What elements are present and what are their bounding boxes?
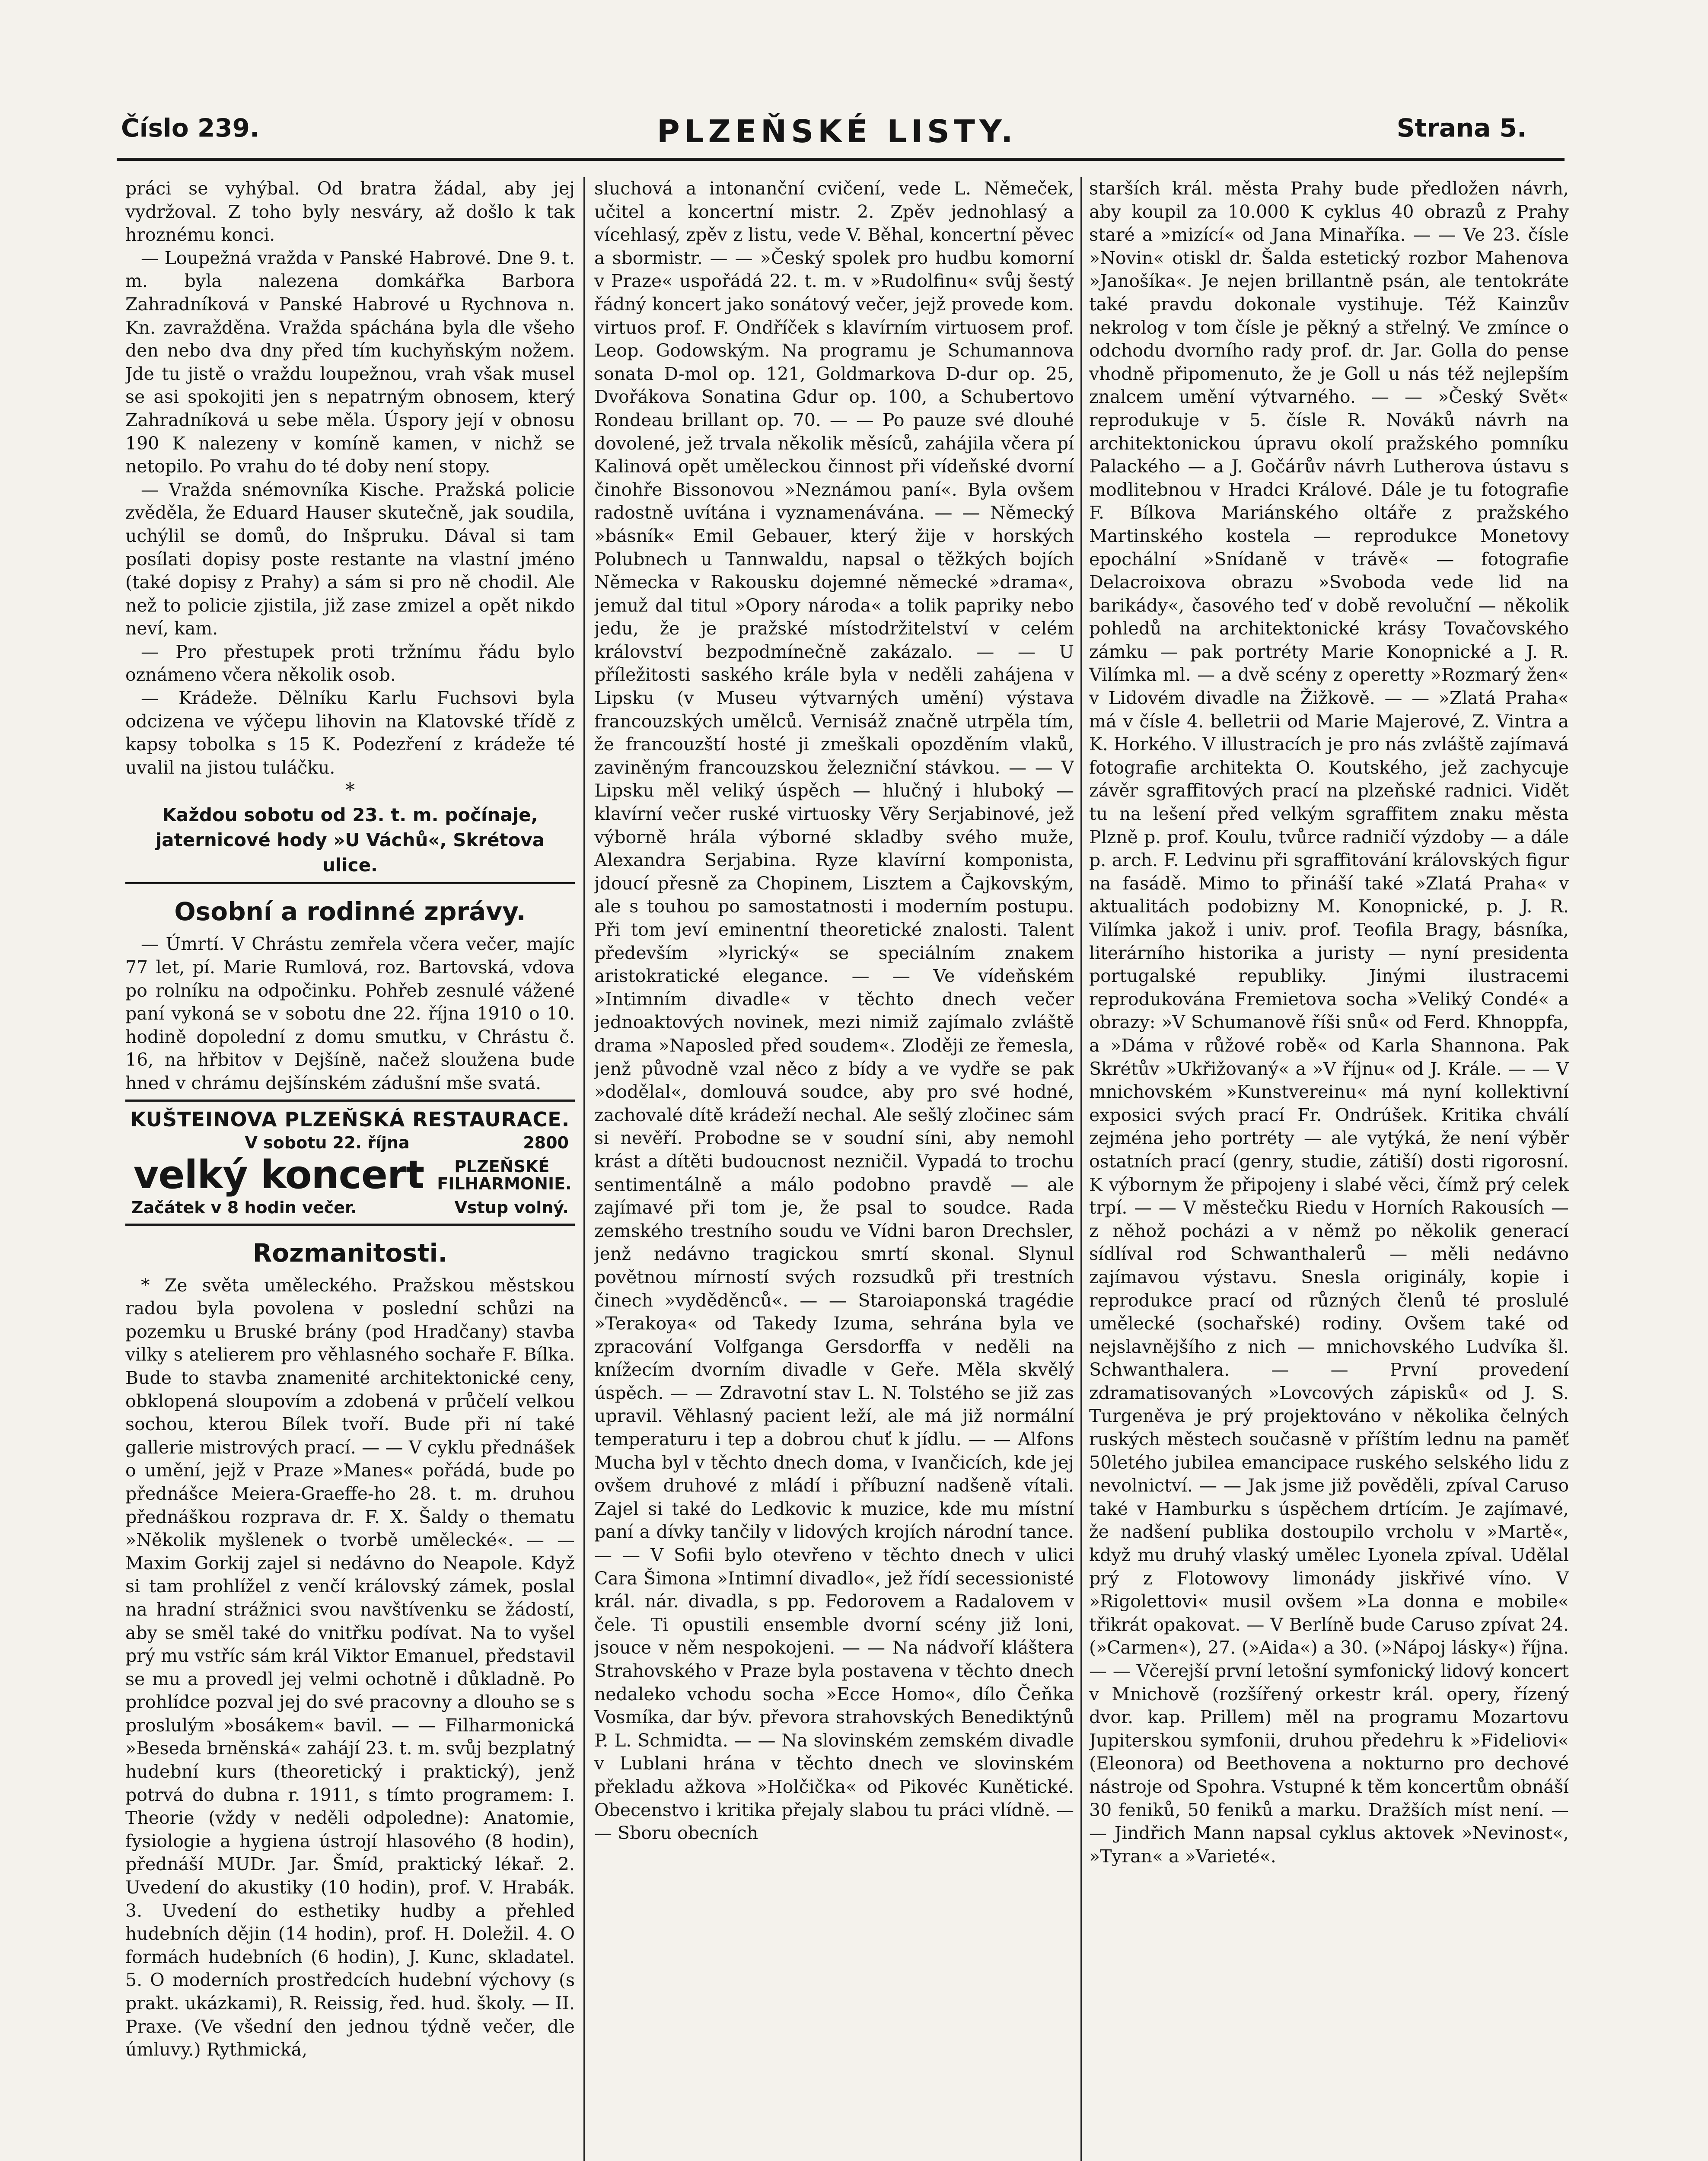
article-paragraph: — Vražda snémovníka Kische. Pražská policie zvěděla, že Eduard Hauser skutečně, jak soudila, uchýlil se domů, do Inšpruku. Dával si tam posílati dopisy poste restante na vlastní jméno (také dopisy z Prahy) a sám si pro ně chodil. Ale než to policie zjistila, již zase zmizel a opět nikdo neví, kam. [125,479,575,639]
column-1 [125,177,575,2161]
ad-title: KUŠTEINOVA PLZEŇSKÁ RESTAURACE. [130,1107,570,1131]
article-paragraph: starších král. města Prahy bude předložen návrh, aby koupil za 10.000 K cyklus 40 obrazů z Prahy staré a »mizící« od Jana Minaříka. — — Ve 23. čísle »Novin« otiskl dr. Šalda estetický rozbor Mahenova »Janošíka«. Je nejen brillantně psán, ale tentokráte také pravdu dokonale vystihuje. Též Kainzův nekrolog v tom čísle je pěkný a střelný. Ve zmínce o odchodu dvorního rady prof. dr. Jar. Golla do pense vhodně připomenuto, že je Goll u nás též nejlepším znalcem umění výtvarného. — — »Český Svět« reprodukuje v 5. čísle R. Nováků návrh na architektonickou úpravu okolí pražského pomníku Palackého — a J. Gočárův návrh Lutherova ústavu s modlitebnou v Hradci Králové. Dále je tu fotografie F. Bílkova Mariánského oltáře z pražského Martinského kostela — reprodukce Monetovy epochální »Snídaně v trávě« — fotografie Delacroixova obrazu »Svoboda vede lid na barikády«, časového teď v době revoluční — několik pohledů na architektonické krásy Tovačovského zámku — pak portréty Marie Konopnické a J. R. Vilímka ml. — a dvě scény z operetty »Rozmarý žen« v Lidovém divadle na Žižkově. — — »Zlatá Praha« má v čísle 4. belletrii od Marie Majerové, Z. Vintra a K. Horkého. V illustracích je pro nás zvláště zajímavá fotografie architekta O. Koutského, jež zachycuje závěr sgraffitových prací na plzeňské radnici. Vidět tu na lešení před velkým sgraffitem znaku města Plzně p. prof. Koulu, tvůrce radničí výzdoby — a dále p. arch. F. Ledvinu při sgraffitování královských figur na fasádě. Mimo to přináší také »Zlatá Praha« v aktualitách podobizny M. Konopnické, p. J. R. Vilímka jakož i univ. prof. Teofila Bragy, básníka, literárního historika a juristy — nyní presidenta portugalské republiky. Jinými ilustracemi reprodukována Fremietova socha »Veliký Condé« a obrazy: »V Schumanově říši snů« od Ferd. Khnoppfa, a »Dáma v růžové robě« od Karla Shannona. Pak Skrétův »Ukřižovaný« a »V říjnu« od J. Krále. — — V mnichovském »Kunstvereinu« má nyní kollektivní exposici svých prací Fr. Ondrúšek. Kritika chválí zejména jeho portréty — ale vytýká, že není výběr ostatních prací (genry, studie, zátiší) dosti rigorosní. K výbornym že připojeny i slabé věci, čímž prý celek trpí. — — V městečku Riedu v Horních Rakousích — z něhož pocházi a v němž po několik generací sídlíval rod Schwanthalerů — měli nedávno zajímavou výstavu. Snesla originály, kopie i reprodukce prací od různých členů té proslulé umělecké (sochařské) rodiny. Ovšem také od nejslavnějšího z nich — mnichovského Ludvíka šl. Schwanthalera. — — První provedení zdramatisovaných »Lovcových zápisků« od J. S. Turgeněva je prý projektováno v několika čelných ruských městech současně v příštím lednu na paměť 50letého jubilea emancipace ruského selského lidu z nevolnictví. — — Jak jsme již pověděli, zpíval Caruso také v Hamburku s úspěchem drtícím. Je zajímavé, že nadšení publika dostoupilo vrcholu v »Martě«, když mu druhý vlaský umělec Lyonela zpíval. Udělal prý z Flotowovy limonády jiskřivé víno. V »Rigolettovi« musil ovšem »La donna e mobile« třikrát opakovat. — V Berlíně bude Caruso zpívat 24. (»Carmen«), 27. (»Aida«) a 30. (»Nápoj lásky«) října. — — Včerejší první letošní symfonický lidový koncert v Mnichově (rozšířený orkestr král. opery, řízený dvor. kap. Prillem) měl na programu Mozartovu Jupiterskou symfonii, druhou předehru k »Fideliovi« (Eleonora) od Beethovena a nokturno pro dechové nástroje od Spohra. Vstupné k těm koncertům obnáší 30 feniků, 50 feniků a marku. Dražších míst není. — — Jindřich Mann napsal cyklus aktovek »Nevinost«, »Tyran« a »Varieté«. [1089,178,1569,1867]
column-divider [1080,177,1082,2161]
header-rule [117,158,1565,161]
divider [125,1100,575,1102]
notice: Každou sobotu od 23. t. m. počínaje, jaternicové hody »U Váchů«, Skrétova ulice. [155,804,545,876]
ad-headline: velký koncert [133,1152,424,1198]
section-heading: Rozmanitosti. [252,1238,448,1268]
article-paragraph: — Loupežná vražda v Panské Habrové. Dne 9. t. m. byla nalezena domkářka Barbora Zahradníková v Panské Habrové u Rychnova n. Kn. zavražděna. Vražda spáchána byla dle všeho den nebo dva dny před tím kuchyňským nožem. Jde tu jistě o vraždu loupežnou, vrah však musel se asi spokojiti jen s nepatrným obnosem, který Zahradníková u sebe měla. Úspory její v obnosu 190 K nalezeny v komíně kamen, v nichž se netopilo. Po vrahu do té doby není stopy. [125,247,575,477]
divider [125,1224,575,1226]
column-divider [583,177,585,2161]
column-3 [1089,177,1569,2161]
divider [125,882,575,884]
article-paragraph: * Ze světa uměleckého. Pražskou městskou radou byla povolena v poslední schůzi na pozemku u Bruské brány (pod Hradčany) stavba vilky s atelierem pro věhlasného sochaře F. Bílka. Bude to stavba znamenité architektonické ceny, obklopená sloupovím a zdobená v průčelí velkou sochou, kterou Bílek tvoří. Bude při ní také gallerie mistrových prací. — — V cyklu přednášek o umění, jejž v Praze »Manes« pořádá, bude po přednášce Meiera-Graeffe-ho 28. t. m. druhou přednáškou rozprava dr. F. X. Šaldy o thematu »Několik myšlenek o tvorbě umělecké«. — — Maxim Gorkij zajel si nedávno do Neapole. Když si tam prohlížel z venčí královský zámek, poslal na hradní strážnici svou navštívenku se žádostí, aby se směl také do vnitřku podívat. Na to vyšel prý mu vstříc sám král Viktor Emanuel, představil se mu a provedl jej velmi ochotně i důkladně. Po prohlídce pozval jej do své pracovny a dlouho se s proslulým »bosákem« bavil. — — Filharmonická »Beseda brněnská« zahájí 23. t. m. svůj bezplatný hudební kurs (theoretický i praktický), jenž potrvá do dubna r. 1911, s tímto programem: I. Theorie (vždy v neděli odpoledne): Anatomie, fysiologie a hygiena ústrojí hlasového (8 hodin), přednáší MUDr. Jar. Šmíd, praktický lékař. 2. Uvedení do akustiky (10 hodin), prof. V. Hrabák. 3. Uvedení do esthetiky hudby a přehled hudebních dějin (14 hodin), prof. H. Doležil. 4. O formách hudebních (6 hodin), J. Kunc, skladatel. 5. O moderních prostředcích hudební výchovy (s prakt. ukázkami), R. Reissig, řed. hud. školy. — II. Praxe. (Ve všední den jednou týdně večer, dle úmluvy.) Rythmická, [125,1275,575,2060]
article-paragraph: práci se vyhýbal. Od bratra žádal, aby jej vydržoval. Z toho byly nesváry, až došlo k tak hroznému konci. [125,178,575,245]
article-paragraph: — Úmrtí. V Chrástu zemřela včera večer, majíc 77 let, pí. Marie Rumlová, roz. Bartovská, vdova po rolníku na odpočinku. Pohřeb zesnulé vážené paní vykoná se v sobotu dne 22. října 1910 o 10. hodině dopolední z domu smutku, v Chrástu č. 16, na hřbitov v Dejšíně, načež sloužena bude hned v chrámu dejšínském zádušní mše svatá. [125,934,575,1093]
masthead-title: PLZEŇSKÉ LISTY. [657,113,1017,150]
page-number: Strana 5. [1396,113,1526,143]
ad-entry: Vstup volný. [454,1198,569,1217]
column-2 [594,177,1074,2161]
ad-start-time: Začátek v 8 hodin večer. [131,1198,357,1217]
section-heading: Osobní a rodinné zprávy. [174,897,526,927]
separator-star: * [345,779,355,802]
ad-orchestra: PLZEŇSKÉ FILHARMONIE. [437,1157,572,1193]
article-paragraph: sluchová a intonanční cvičení, vede L. Němeček, učitel a koncertní mistr. 2. Zpěv jednohlasý a vícehlasý, zpěv z listu, vede V. Běhal, koncertní pěvec a sbormistr. — — »Český spolek pro hudbu komorní v Praze« uspořádá 22. t. m. v »Rudolfinu« svůj šestý řádný koncert jako sonátový večer, jejž provede kom. virtuos prof. F. Ondříček s klavírním virtuosem prof. Leop. Godowským. Na programu je Schumannova sonata D-mol op. 121, Goldmarkova D-dur op. 25, Dvořákova Sonatina Gdur op. 100, a Schubertovo Rondeau brillant op. 70. — — Po pauze své dlouhé dovolené, jež trvala několik měsíců, zahájila včera pí Kalinová opět uměleckou činnost při vídeňské dvorní činohře Bissonovou »Neznámou paní«. Byla ovšem radostně uvítána i vyznamenávána. — — Německý »básník« Emil Gebauer, který žije v horských Polubnech u Tannwaldu, napsal o těžkých bojích Německa v Rakousku dojemné německé »drama«, jemuž dal titul »Opory národa« a tolik papriky nebo jedu, že je pražské místodržitelství v celém království bezpodmínečně zakázalo. — — U příležitosti saského krále byla v neděli zahájena v Lipsku (v Museu výtvarných umění) výstava francouzských umělců. Vernisáž značně utrpěla tím, že francouzští hosté ji zmeškali opozděním vlaků, zaviněným francouzskou železniční stávkou. — — V Lipsku měl veliký úspěch — hlučný i hluboký — klavírní večer ruské virtuosky Věry Serjabinové, jež výborně hrála výborné skladby svého muže, Alexandra Serjabina. Ryze klavírní komponista, jdoucí přesně za Chopinem, Lisztem a Čajkovským, ale s touhou po samostatnosti i moderním postupu. Při tom jeví eminentní theoretické znalosti. Talent především »lyrický« se speciálním znakem aristokratické elegance. — — Ve vídeňském »Intimním divadle« v těchto dnech večer jednoaktových novinek, mezi nimiž zajímalo zvláště drama »Naposled před soudem«. Zloději ze řemesla, jenž původně vzal něco z bídy a ve vydře se pak »dodělal«, domlouvá soudce, aby pro své hodné, zachovalé dítě krádeží nechal. Ale sešlý zločinec sám si nevěří. Probodne se v soudní síni, aby nemohl krást a dítěti budoucnost nezničil. Vypadá to trochu sentimentálně a málo podobno pravdě — ale zajímavé při tom je, že psal to soudce. Rada zemského trestního soudu ve Vídni baron Drechsler, jenž nedávno tragickou smrtí skonal. Slynul povětnou mírností svých rozsudků při trestních činech »vyděděnců«. — — Staroiaponská tragédie »Terakoya« od Takedy Izuma, sehrána byla ve zpracování Volfganga Gersdorffa v neděli na knížecím dvorním divadle v Geře. Měla skvělý úspěch. — — Zdravotní stav L. N. Tolstého se již zas upravil. Věhlasný pacient leží, ale má již normální temperaturu i tep a dobrou chuť k jídlu. — — Alfons Mucha byl v těchto dnech doma, v Ivančicích, kde jej ovšem druhové z mládí i příbuzní nadšeně vítali. Zajel si také do Ledkovic k muzice, kde mu místní paní a dívky tančily v lidových krojích národní tance. — — V Sofii bylo otevřeno v těchto dnech v ulici Cara Šimona »Intimní divadlo«, jež řídí secessionisté král. nár. divadla, s pp. Fedorovem a Radalovem v čele. Ti opustili ensemble dvorní scény již loni, jsouce v něm nespokojeni. — — Na nádvoří kláštera Strahovského v Praze byla postavena v těchto dnech nedaleko vchodu socha »Ecce Homo«, dílo Čeňka Vosmíka, dar býv. převora strahovských Benediktýnů P. L. Schmidta. — — Na slovinském zemském divadle v Lublani hrána v těchto dnech ve slovinském překladu ažkova »Holčička« od Pikovéc Kunětické. Obecenstvo i kritika přejaly slabou tu práci vlídně. — — Sboru obecních [594,178,1074,1844]
ad-date: V sobotu 22. října [245,1133,410,1152]
ad-number: 2800 [523,1133,569,1152]
article-paragraph: — Krádeže. Dělníku Karlu Fuchsovi byla odcizena ve výčepu lihovin na Klatovské třídě z kapsy tobolka s 15 K. Podezření z krádeže té uvalil na jistou tuláčku. [125,688,575,778]
article-paragraph: — Pro přestupek proti tržnímu řádu bylo oznámeno včera několik osob. [125,641,575,685]
issue-number: Číslo 239. [121,113,259,143]
advertisement [125,1107,575,1218]
